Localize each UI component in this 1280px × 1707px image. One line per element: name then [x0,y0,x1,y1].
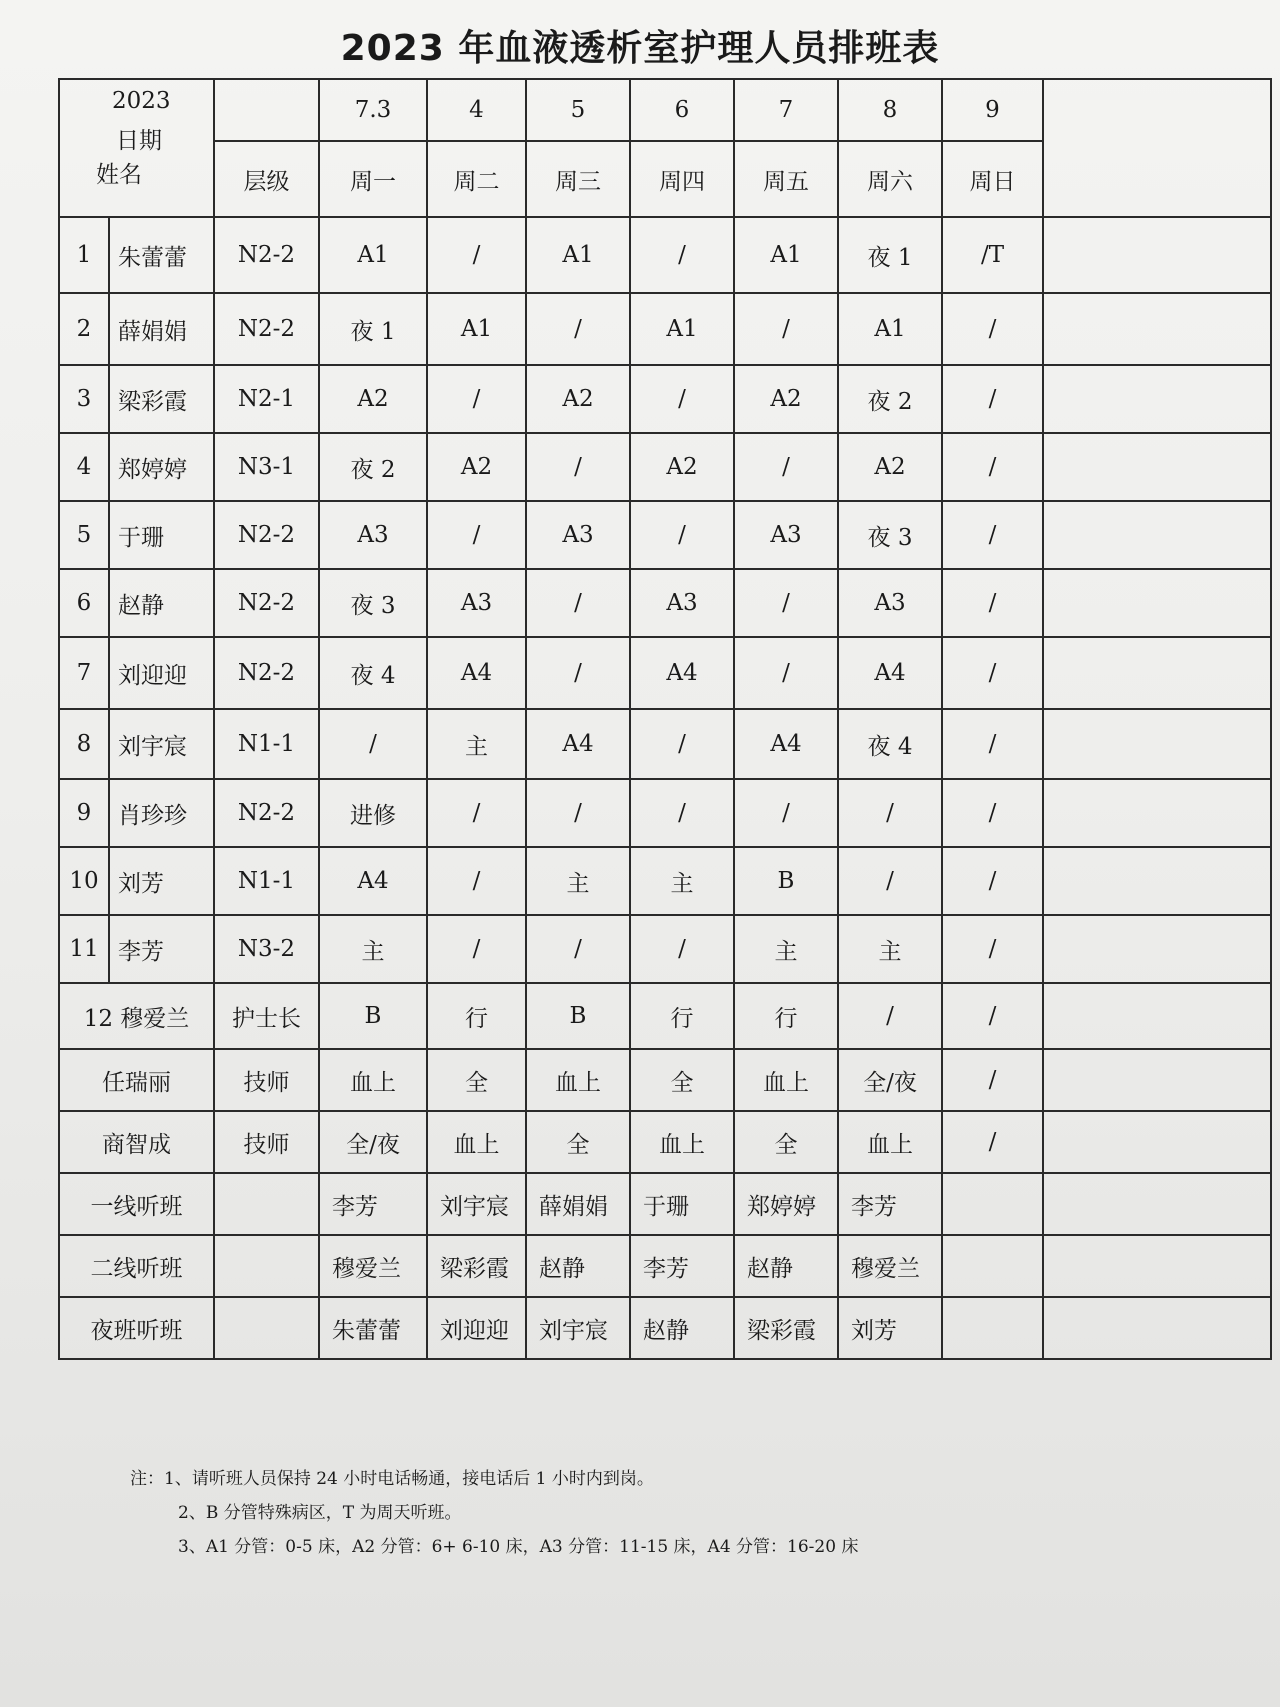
shift-cell: / [630,501,734,569]
oncall-person: 穆爱兰 [838,1235,942,1297]
blank-cell [1043,637,1271,709]
shift-cell: / [630,779,734,847]
corner-date-label: 日期 [116,128,162,154]
date-cell: 6 [630,79,734,141]
level-cell-empty [214,1235,319,1297]
oncall-person: 于珊 [630,1173,734,1235]
shift-cell: / [526,915,630,983]
oncall-row [59,1173,1271,1235]
shift-cell: 夜 1 [319,293,427,365]
date-cell: 4 [427,79,526,141]
corner-name-label: 姓名 [96,162,142,188]
level-cell-empty [214,1173,319,1235]
staff-name: 肖珍珍 [109,779,214,847]
staff-name: 郑婷婷 [109,433,214,501]
shift-cell: / [526,637,630,709]
weekday-cell: 周四 [630,141,734,217]
shift-cell: / [734,293,838,365]
staff-level: N2-2 [214,569,319,637]
staff-name: 刘宇宸 [109,709,214,779]
document-title: 2023 年血液透析室护理人员排班表 [340,28,940,69]
shift-cell: / [427,365,526,433]
staff-row [59,569,1271,637]
blank-cell [1043,1173,1271,1235]
blank-cell [1043,1297,1271,1359]
oncall-label: 一线听班 [59,1173,214,1235]
shift-cell: A1 [734,217,838,293]
shift-cell: / [942,501,1043,569]
note-3: 3、A1 分管：0-5 床，A2 分管：6+ 6-10 床，A3 分管：11-15 床，A4 分管：16-20 床 [178,1537,859,1557]
oncall-row [59,1297,1271,1359]
shift-cell: / [942,1049,1043,1111]
shift-cell: / [526,779,630,847]
shift-cell: A1 [319,217,427,293]
blank-cell [1043,709,1271,779]
staff-row [59,847,1271,915]
oncall-person: 刘迎迎 [427,1297,526,1359]
staff-number: 10 [59,847,109,915]
shift-cell: A3 [427,569,526,637]
shift-cell: B [319,983,427,1049]
blank-cell [1043,779,1271,847]
shift-cell: / [838,983,942,1049]
oncall-person: 赵静 [630,1297,734,1359]
oncall-person: 刘宇宸 [526,1297,630,1359]
staff-level: 技师 [214,1111,319,1173]
shift-cell: / [427,915,526,983]
staff-row [59,365,1271,433]
shift-cell: A1 [838,293,942,365]
staff-level: N2-2 [214,217,319,293]
staff-level: N2-2 [214,637,319,709]
shift-cell: 行 [734,983,838,1049]
blank-cell [1043,1049,1271,1111]
staff-number: 5 [59,501,109,569]
note-1: 注：1、请听班人员保持 24 小时电话畅通，接电话后 1 小时内到岗。 [130,1469,654,1489]
staff-name: 刘迎迎 [109,637,214,709]
level-header-top [214,79,319,141]
oncall-label: 二线听班 [59,1235,214,1297]
shift-cell: 夜 3 [319,569,427,637]
weekday-cell: 周二 [427,141,526,217]
date-cell: 5 [526,79,630,141]
shift-cell: / [942,433,1043,501]
shift-cell: 主 [630,847,734,915]
shift-cell: A1 [427,293,526,365]
shift-cell: A2 [838,433,942,501]
shift-cell: 行 [630,983,734,1049]
date-cell: 7 [734,79,838,141]
staff-name: 12 穆爱兰 [59,983,214,1049]
shift-cell: 主 [427,709,526,779]
shift-cell: / [942,709,1043,779]
oncall-person: 李芳 [838,1173,942,1235]
note-2: 2、B 分管特殊病区，T 为周天听班。 [178,1503,462,1523]
staff-level: N2-1 [214,365,319,433]
shift-cell: / [942,983,1043,1049]
staff-name: 于珊 [109,501,214,569]
shift-cell: / [942,847,1043,915]
oncall-person: 穆爱兰 [319,1235,427,1297]
blank-cell [1043,1111,1271,1173]
oncall-person: 刘宇宸 [427,1173,526,1235]
shift-cell: / [942,1111,1043,1173]
level-cell-empty [214,1297,319,1359]
blank-cell [1043,293,1271,365]
staff-name: 薛娟娟 [109,293,214,365]
shift-cell: / [838,847,942,915]
shift-cell: A4 [838,637,942,709]
extra-staff-row [59,1049,1271,1111]
shift-cell: / [526,569,630,637]
weekday-cell: 周五 [734,141,838,217]
shift-cell: / [734,569,838,637]
staff-row [59,217,1271,293]
shift-cell: A4 [526,709,630,779]
blank-cell [1043,217,1271,293]
shift-cell: / [734,433,838,501]
shift-cell: 血上 [734,1049,838,1111]
staff-row [59,915,1271,983]
shift-cell: / [942,779,1043,847]
oncall-person [942,1173,1043,1235]
shift-cell: / [734,637,838,709]
staff-row [59,637,1271,709]
staff-number: 2 [59,293,109,365]
date-cell: 7.3 [319,79,427,141]
schedule-table [58,78,1272,1360]
shift-cell: A2 [319,365,427,433]
shift-cell: / [734,779,838,847]
shift-cell: 血上 [427,1111,526,1173]
staff-name: 刘芳 [109,847,214,915]
shift-cell: A4 [427,637,526,709]
shift-cell: A3 [630,569,734,637]
shift-cell: 全 [526,1111,630,1173]
staff-level: 护士长 [214,983,319,1049]
shift-cell: 夜 4 [838,709,942,779]
staff-number: 8 [59,709,109,779]
staff-number: 1 [59,217,109,293]
staff-row [59,293,1271,365]
shift-cell: 夜 2 [319,433,427,501]
weekday-cell: 周三 [526,141,630,217]
blank-column-header [1043,79,1271,217]
shift-cell: 主 [526,847,630,915]
oncall-row [59,1235,1271,1297]
staff-name: 赵静 [109,569,214,637]
shift-cell: / [526,433,630,501]
header-corner [59,79,214,217]
shift-cell: / [630,709,734,779]
shift-cell: A1 [526,217,630,293]
shift-cell: / [427,847,526,915]
staff-row [59,709,1271,779]
oncall-person: 薛娟娟 [526,1173,630,1235]
oncall-person: 刘芳 [838,1297,942,1359]
staff-level: 技师 [214,1049,319,1111]
extra-staff-row [59,983,1271,1049]
staff-number: 7 [59,637,109,709]
oncall-label: 夜班听班 [59,1297,214,1359]
shift-cell: / [427,779,526,847]
shift-cell: / [630,217,734,293]
shift-cell: 血上 [526,1049,630,1111]
shift-cell: 行 [427,983,526,1049]
level-header: 层级 [214,141,319,217]
shift-cell: / [942,293,1043,365]
shift-cell: 全 [734,1111,838,1173]
shift-cell: / [942,365,1043,433]
blank-cell [1043,915,1271,983]
blank-cell [1043,983,1271,1049]
staff-level: N3-2 [214,915,319,983]
shift-cell: A3 [319,501,427,569]
shift-cell: / [319,709,427,779]
staff-name: 李芳 [109,915,214,983]
shift-cell: / [942,637,1043,709]
weekday-cell: 周一 [319,141,427,217]
staff-name: 朱蕾蕾 [109,217,214,293]
weekday-cell: 周日 [942,141,1043,217]
shift-cell: / [630,365,734,433]
oncall-person: 赵静 [526,1235,630,1297]
blank-cell [1043,433,1271,501]
shift-cell: A3 [734,501,838,569]
shift-cell: 夜 3 [838,501,942,569]
shift-cell: 主 [319,915,427,983]
shift-cell: 全 [630,1049,734,1111]
shift-cell: A1 [630,293,734,365]
shift-cell: A4 [734,709,838,779]
staff-name: 商智成 [59,1111,214,1173]
schedule-body [59,79,1271,1359]
shift-cell: 夜 1 [838,217,942,293]
shift-cell: 主 [838,915,942,983]
shift-cell: 血上 [319,1049,427,1111]
shift-cell: 全/夜 [838,1049,942,1111]
shift-cell: A2 [734,365,838,433]
oncall-person: 赵静 [734,1235,838,1297]
shift-cell: 进修 [319,779,427,847]
shift-cell: / [942,569,1043,637]
staff-level: N2-2 [214,501,319,569]
shift-cell: 夜 2 [838,365,942,433]
staff-level: N1-1 [214,847,319,915]
corner-year: 2023 [112,88,171,114]
shift-cell: A3 [526,501,630,569]
shift-cell: A2 [630,433,734,501]
shift-cell: A4 [630,637,734,709]
shift-cell: 血上 [630,1111,734,1173]
shift-cell: A3 [838,569,942,637]
shift-cell: B [734,847,838,915]
staff-level: N1-1 [214,709,319,779]
shift-cell: / [942,915,1043,983]
shift-cell: B [526,983,630,1049]
staff-number: 11 [59,915,109,983]
blank-cell [1043,501,1271,569]
shift-cell: A2 [427,433,526,501]
shift-cell: 全 [427,1049,526,1111]
staff-number: 6 [59,569,109,637]
shift-cell: / [630,915,734,983]
shift-cell: / [838,779,942,847]
shift-cell: 血上 [838,1111,942,1173]
staff-number: 3 [59,365,109,433]
weekday-cell: 周六 [838,141,942,217]
staff-row [59,501,1271,569]
shift-cell: / [526,293,630,365]
oncall-person [942,1297,1043,1359]
staff-number: 9 [59,779,109,847]
staff-level: N2-2 [214,293,319,365]
oncall-person: 李芳 [630,1235,734,1297]
shift-cell: /T [942,217,1043,293]
shift-cell: 全/夜 [319,1111,427,1173]
blank-cell [1043,365,1271,433]
oncall-person [942,1235,1043,1297]
staff-row [59,433,1271,501]
date-cell: 8 [838,79,942,141]
shift-cell: / [427,501,526,569]
staff-name: 任瑞丽 [59,1049,214,1111]
shift-cell: A2 [526,365,630,433]
extra-staff-row [59,1111,1271,1173]
oncall-person: 梁彩霞 [734,1297,838,1359]
staff-level: N3-1 [214,433,319,501]
oncall-person: 郑婷婷 [734,1173,838,1235]
date-cell: 9 [942,79,1043,141]
oncall-person: 朱蕾蕾 [319,1297,427,1359]
staff-row [59,779,1271,847]
staff-number: 4 [59,433,109,501]
staff-name: 梁彩霞 [109,365,214,433]
notes [130,1462,858,1564]
oncall-person: 梁彩霞 [427,1235,526,1297]
shift-cell: A4 [319,847,427,915]
blank-cell [1043,1235,1271,1297]
blank-cell [1043,847,1271,915]
shift-cell: 夜 4 [319,637,427,709]
shift-cell: / [427,217,526,293]
oncall-person: 李芳 [319,1173,427,1235]
header-row-dates [59,79,1271,141]
blank-cell [1043,569,1271,637]
staff-level: N2-2 [214,779,319,847]
shift-cell: 主 [734,915,838,983]
